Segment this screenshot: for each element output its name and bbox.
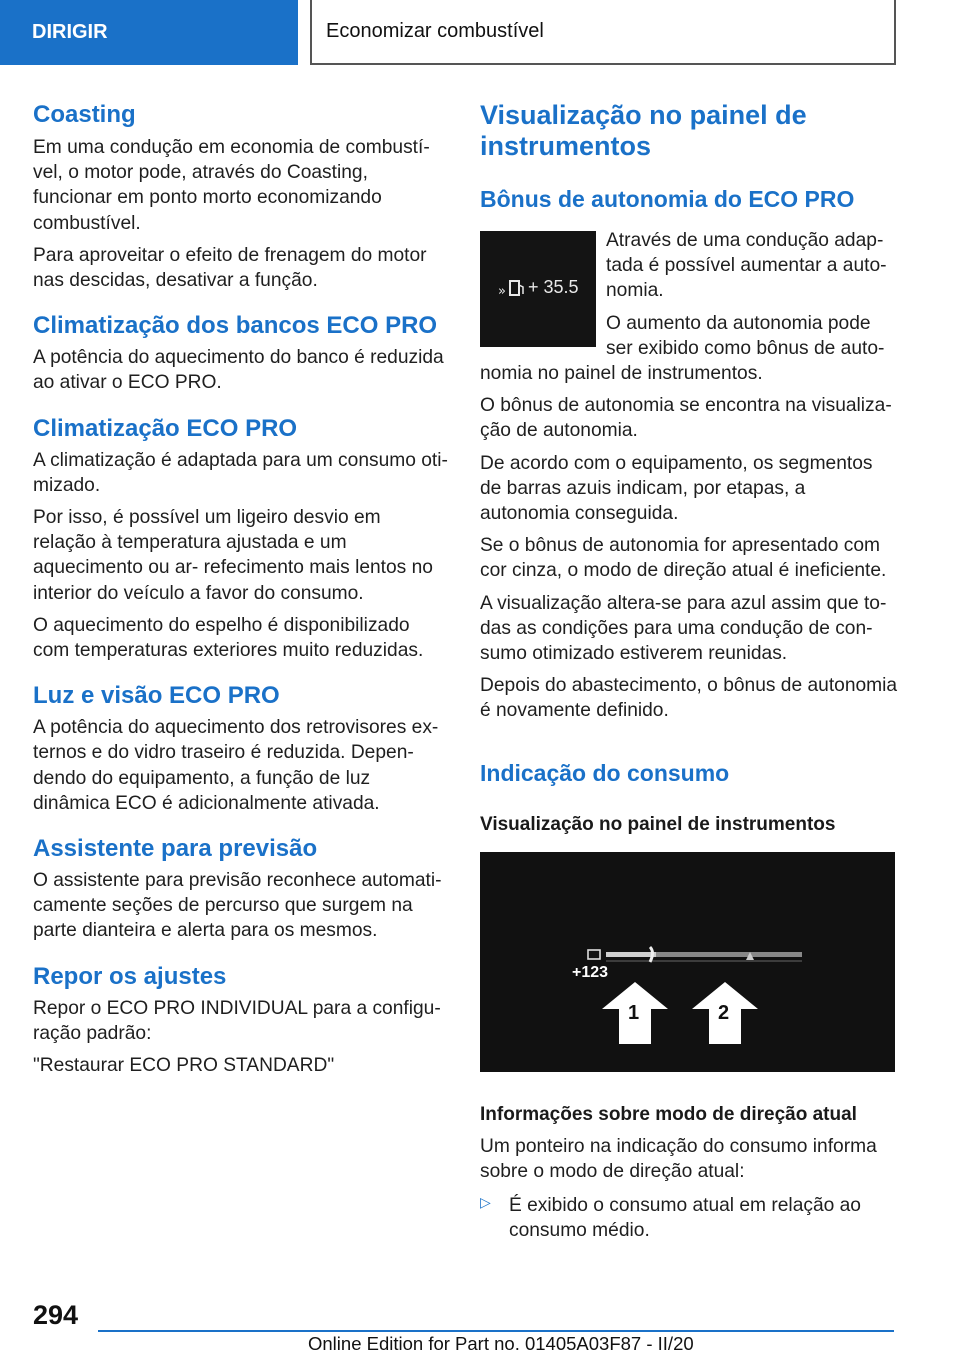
bullet-triangle-icon: ▷	[480, 1194, 491, 1211]
page-number: 294	[33, 1300, 79, 1330]
bullet-item	[480, 1193, 898, 1243]
bonus-paragraph-5: Se o bônus de autonomia for apresentado com cor cinza, o modo de direção atual é ineficiente.	[480, 535, 887, 582]
eco-bonus-image	[480, 231, 596, 347]
seats-heading: Climatização dos bancos ECO PRO	[33, 312, 438, 340]
assistant-paragraph-1: O assistente para previsão reconhece automati- camente seções de percurso que surgem na parte dianteira e alerta para os mesmos.	[33, 870, 442, 942]
bonus-paragraph-6: A visualização altera-se para azul assim que to- das as condições para uma condução de con- sumo otimizado estiverem reunidas.	[480, 592, 887, 665]
climate-paragraph-2: Por isso, é possível um ligeiro desvio em relação à temperatura ajustada e um aquecimento ou ar- refecimento mais lentos no interior do veículo a favor do consumo.	[33, 507, 433, 604]
light-paragraph-1: A potência do aquecimento dos retrovisores ex- ternos e do vidro traseiro é reduzida. Depen- dendo do equipamento, a função de luz dinâmica ECO é adicionalmente ativada.	[33, 717, 439, 814]
bonus-paragraph-7: Depois do abastecimento, o bônus de autonomia é novamente definido.	[480, 675, 898, 722]
arrow-label-1: 1	[628, 1001, 640, 1024]
info-heading: Informações sobre modo de direção atual	[480, 1103, 857, 1125]
bullet-text: É exibido o consumo atual em relação ao consumo médio.	[509, 1195, 861, 1242]
light-heading: Luz e visão ECO PRO	[33, 682, 280, 710]
bonus-paragraph-1: Através de uma condução adap- tada é possível aumentar a auto- nomia.	[606, 230, 887, 302]
footer-edition: Online Edition for Part no. 01405A03F87 - II/20	[308, 1333, 694, 1354]
coasting-heading: Coasting	[33, 101, 136, 128]
eco-bonus-value: + 35.5	[528, 277, 579, 297]
seats-paragraph-1: A potência do aquecimento do banco é reduzida ao ativar o ECO PRO.	[33, 347, 444, 394]
consumption-heading: Indicação do consumo	[480, 759, 730, 786]
left-column	[33, 100, 448, 1078]
info-paragraph-1: Um ponteiro na indicação do consumo informa sobre o modo de direção atual:	[480, 1135, 877, 1182]
svg-text:»: »	[498, 284, 506, 299]
footer-divider	[98, 1330, 894, 1332]
consumption-display-image	[480, 852, 895, 1072]
consumption-subheading: Visualização no painel de instrumentos	[480, 813, 836, 835]
bonus-paragraph-3: O bônus de autonomia se encontra na visualiza- ção de autonomia.	[480, 395, 892, 442]
consumption-display-value: +123	[572, 963, 609, 981]
bonus-paragraph-2: O aumento da autonomia pode ser exibido como bônus de auto- nomia no painel de instrumentos.	[480, 312, 885, 385]
consumption-gauge-graphic	[480, 852, 895, 1072]
assistant-heading: Assistente para previsão	[33, 835, 318, 863]
header-section-label: DIRIGIR	[0, 0, 298, 65]
reset-heading: Repor os ajustes	[33, 962, 227, 990]
header-chapter-title: Economizar combustível	[310, 0, 896, 65]
bonus-paragraph-4: De acordo com o equipamento, os segmentos de barras azuis indicam, por etapas, a autonomia conseguida.	[480, 452, 873, 525]
reset-paragraph-2: "Restaurar ECO PRO STANDARD"	[33, 1055, 335, 1077]
main-heading: Visualização no painel de instrumentos	[480, 100, 807, 161]
climate-paragraph-1: A climatização é adaptada para um consumo oti- mizado.	[33, 449, 448, 496]
coasting-paragraph-1: Em uma condução em economia de combustí- vel, o motor pode, através do Coasting, funcionar em ponto morto economizando combustível.	[33, 137, 430, 234]
right-column	[480, 100, 898, 1243]
climate-paragraph-3: O aquecimento do espelho é disponibilizado com temperaturas exteriores muito reduzidas.	[33, 614, 424, 662]
coasting-paragraph-2: Para aproveitar o efeito de frenagem do motor nas descidas, desativar a função.	[33, 244, 427, 292]
arrow-label-2: 2	[718, 1001, 730, 1024]
climate-heading: Climatização ECO PRO	[33, 414, 298, 442]
reset-paragraph-1: Repor o ECO PRO INDIVIDUAL para a configu- ração padrão:	[33, 997, 441, 1044]
bonus-heading: Bônus de autonomia do ECO PRO	[480, 186, 855, 212]
